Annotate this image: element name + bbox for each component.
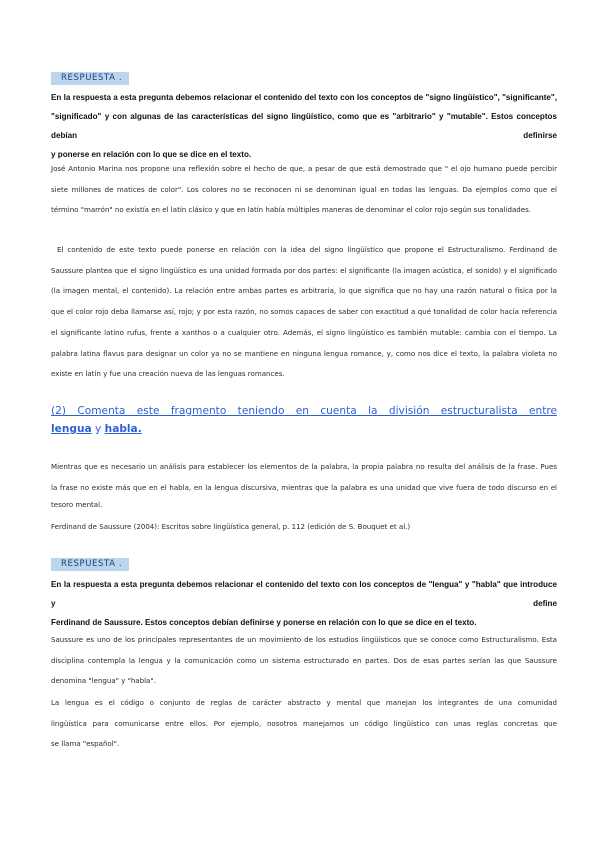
body-paragraph (51, 240, 557, 385)
quote-line: tesoro mental. (51, 500, 103, 510)
paragraph-line: término "marrón" no existía en el latín clásico y que en latín había múltiples maneras de denominar el color rojo según sus tonalidades. (51, 205, 531, 215)
paragraph-line: siete millones de matices de color". Los colores no se reconocen ni se denominan igual en todas las lenguas. Da ejemplos como que el (51, 184, 557, 194)
question-heading-line: (2) Comenta este fragmento teniendo en cuenta la división estructuralista entre (51, 405, 557, 417)
quote-line: la frase no existe más que en el habla, en la lengua discursiva, mientras que la palabra es una unidad que vive fuera de todo discurso en el (51, 482, 557, 492)
quote-line: Mientras que es necesario un análisis para establecer los elementos de la palabra, la propia palabra no resulta del análisis de la frase. Pues (51, 462, 557, 471)
question-heading-line (51, 420, 557, 438)
quoted-fragment (51, 457, 557, 512)
paragraph-line: que el color rojo deba llamarse así, rojo; y por esta razón, no somos capaces de saber con exactitud a qué tonalidad de color hacía referencia (51, 307, 557, 317)
instruction-line: y ponerse en relación con lo que se dice en el texto. (51, 150, 252, 159)
answer-instructions (51, 575, 557, 632)
instruction-line: Ferdinand de Saussure. Estos conceptos debían definirse y ponerse en relación con lo que se dice en el texto. (51, 618, 477, 627)
paragraph-line: palabra latina flavus para designar un color ya no se mantiene en ninguna lengua romance, y, como nos dice el texto, la palabra violeta no (51, 348, 557, 358)
paragraph-line: el significante latino rufus, frente a xanthos o a cualquier otro. Además, el signo lingüístico es también mutable: cambia con el tiempo. La (51, 327, 557, 337)
body-paragraph (51, 159, 557, 221)
instruction-line: "significado" y con algunas de las características del signo lingüístico, como que es "arbitrario" y "mutable". Estos conceptos debían definirse (51, 112, 557, 140)
paragraph-line: denomina "lengua" y "habla". (51, 676, 156, 686)
instruction-line: En la respuesta a esta pregunta debemos relacionar el contenido del texto con los conceptos de "lengua" y "habla" que introduce y define (51, 580, 557, 608)
paragraph-line: se llama "español". (51, 739, 120, 749)
term-lengua: lengua (51, 423, 92, 435)
paragraph-line: lingüística para comunicarse entre ellos. Por ejemplo, nosotros manejamos un código lingüístico con unas reglas concretas que (51, 718, 557, 728)
paragraph-line: El contenido de este texto puede ponerse en relación con la idea del signo lingüístico que propone el Estructuralismo. Ferdinand de (57, 245, 557, 254)
source-reference: Ferdinand de Saussure (2004): Escritos sobre lingüística general, p. 112 (edición de S. Bouquet et al.) (51, 522, 411, 531)
answer-tag: RESPUESTA . (51, 558, 129, 571)
paragraph-line: (la imagen mental, el contenido). La relación entre ambas partes es arbitraria, lo que significa que no hay una razón natural o física por la (51, 286, 557, 296)
paragraph-line: Saussure plantea que el signo lingüístico es una unidad formada por dos partes: el significante (la imagen acústica, el sonido) y el significado (51, 265, 557, 275)
answer-tag: RESPUESTA . (51, 72, 129, 85)
conjunction: y (91, 423, 105, 435)
paragraph-line: disciplina contempla la lengua y la comunicación como un sistema estructurado en partes. Dos de esas partes serían las que Saussure (51, 655, 557, 665)
paragraph-line: La lengua es el código o conjunto de reglas de carácter abstracto y mental que manejan los integrantes de una comunidad (51, 698, 557, 707)
answer-instructions (51, 88, 557, 164)
paragraph-line: Saussure es uno de los principales representantes de un movimiento de los estudios lingüísticos que se conoce como Estructuralismo. Esta (51, 635, 557, 644)
instruction-line: En la respuesta a esta pregunta debemos relacionar el contenido del texto con los conceptos de "signo lingüístico", "significante", (51, 93, 557, 102)
body-paragraph (51, 693, 557, 755)
question-heading (51, 402, 557, 438)
paragraph-line: existe en latín y fue una creación nueva de las lenguas romances. (51, 369, 285, 379)
paragraph-line: José Antonio Marina nos propone una reflexión sobre el hecho de que, a pesar de que está demostrado que " el ojo humano puede percibir (51, 164, 557, 173)
body-paragraph (51, 630, 557, 692)
term-habla: habla. (104, 423, 142, 435)
